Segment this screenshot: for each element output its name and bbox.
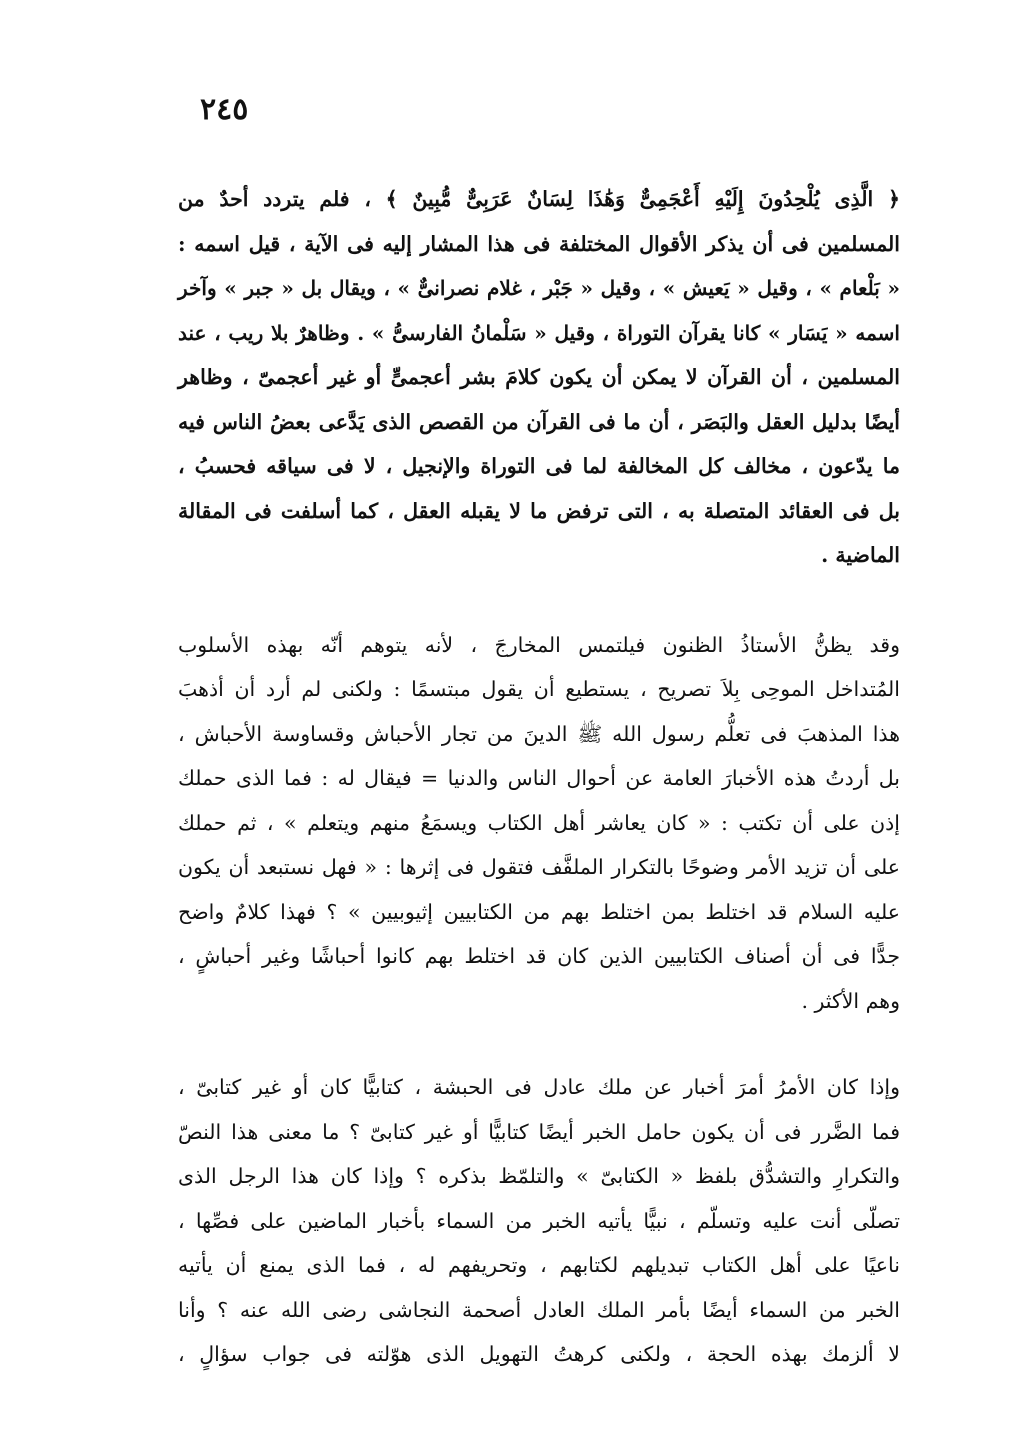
page-body [178, 177, 900, 1377]
text-line: هذا المذهبَ فى تعلُّم رسول الله ﷺ الدينَ من تجار الأحباش وقساوسة الأحباش ، [178, 721, 900, 746]
text-line: أيضًا بدليل العقل والبَصَر ، أن ما فى القرآن من القصص الذى يَدَّعى بعضُ الناس فيه [178, 409, 900, 434]
text-line: والتكرارِ والتشدُّق بلفظ « الكتابىّ » والتلمّظ بذكره ؟ وإذا كان هذا الرجل الذى [178, 1164, 900, 1188]
text-line: المُتداخل الموحِى بِلاَ تصريح ، يستطيع أن يقول مبتسمًا : ولكنى لم أرد أن أذهبَ [178, 677, 900, 701]
text-line: الخبر من السماء أيضًا بأمر الملك العادل أصحمة النجاشى رضى الله عنه ؟ وأنا [178, 1297, 900, 1322]
text-line: عليه السلام قد اختلط بمن اختلط بهم من الكتابيين إثيوبيين » ؟ فهذا كلامٌ واضح [178, 899, 900, 924]
text-line: ناعيًا على أهل الكتاب تبديلهم لكتابهم ، وتحريفهم له ، فما الذى يمنع أن يأتيه [178, 1253, 900, 1277]
paragraph-2 [178, 623, 900, 1024]
text-line: على أن تزيد الأمر وضوحًا بالتكرار الملفَّف فتقول فى إثرها : « فهل نستبعد أن يكون [178, 855, 900, 879]
text-line: اسمه « يَسَار » كانا يقرآن التوراة ، وقيل « سَلْمانُ الفارسىُّ » . وظاهرٌ بلا ريب ، عند [178, 320, 900, 345]
paragraph-3 [178, 1065, 900, 1377]
text-line: وإذا كان الأمرُ أمرَ أخبار عن ملك عادل فى الحبشة ، كتابيًّا كان أو غير كتابىّ ، [178, 1075, 900, 1099]
text-line: لا ألزمك بهذه الحجة ، ولكنى كرهتُ التهويل الذى هوّلته فى جواب سؤالٍ ، [178, 1342, 900, 1366]
text-line: فما الضَّرر فى أن يكون حامل الخبر أيضًا كتابيًّا أو غير كتابىّ ؟ ما معنى هذا النصّ [178, 1119, 900, 1144]
paragraph-1 [178, 177, 900, 578]
text-line: بل أردتُ هذه الأخبارَ العامة عن أحوال الناس والدنيا = فيقال له : فما الذى حملك [178, 766, 900, 790]
text-line: المسلمين فى أن يذكر الأقوال المختلفة فى هذا المشار إليه فى الآية ، قيل اسمه : [178, 231, 900, 256]
text-line: إذن على أن تكتب : « كان يعاشر أهل الكتاب ويسمَعُ منهم ويتعلم » ، ثم حملك [178, 810, 900, 835]
text-line: وهم الأكثر . [801, 988, 900, 1013]
text-line: بل فى العقائد المتصلة به ، التى ترفض ما لا يقبله العقل ، كما أسلفت فى المقالة [178, 498, 900, 523]
text-line: تصلّى أنت عليه وتسلّم ، نبيًّا يأتيه الخبر من السماء بأخبار الماضين على فصِّها ، [178, 1208, 900, 1233]
paragraph-spacer [178, 578, 900, 623]
text-line: « بَلْعام » ، وقيل « يَعيش » ، وقيل « جَبْر ، غلام نصرانىٌّ » ، ويقال بل « جبر » وآخر [178, 276, 900, 300]
text-line: الماضية . [821, 543, 900, 567]
page-number: ٢٤٥ [200, 92, 249, 127]
text-line: المسلمين ، أن القرآن لا يمكن أن يكون كلامَ بشر أعجمىٍّ أو غير أعجمىّ ، وظاهر [178, 365, 900, 389]
text-line: ﴿ الَّذِى يُلْحِدُونَ إِلَيْهِ أَعْجَمِىٌّ وَهَٰذَا لِسَانٌ عَرَبِىٌّ مُّبِينٌ ﴾ ، فلم يتردد أحدٌ من [178, 187, 900, 211]
text-line: وقد يظنُّ الأستاذُ الظنون فيلتمس المخارجَ ، لأنه يتوهم أنّه بهذه الأسلوب [178, 632, 900, 657]
paragraph-spacer [178, 1023, 900, 1065]
text-line: ما يدّعون ، مخالف كل المخالفة لما فى التوراة والإنجيل ، لا فى سياقه فحسبُ ، [178, 454, 900, 478]
text-line: جدًّا فى أن أصناف الكتابيين الذين كان قد اختلط بهم كانوا أحباشًا وغير أحباشٍ ، [178, 944, 900, 968]
